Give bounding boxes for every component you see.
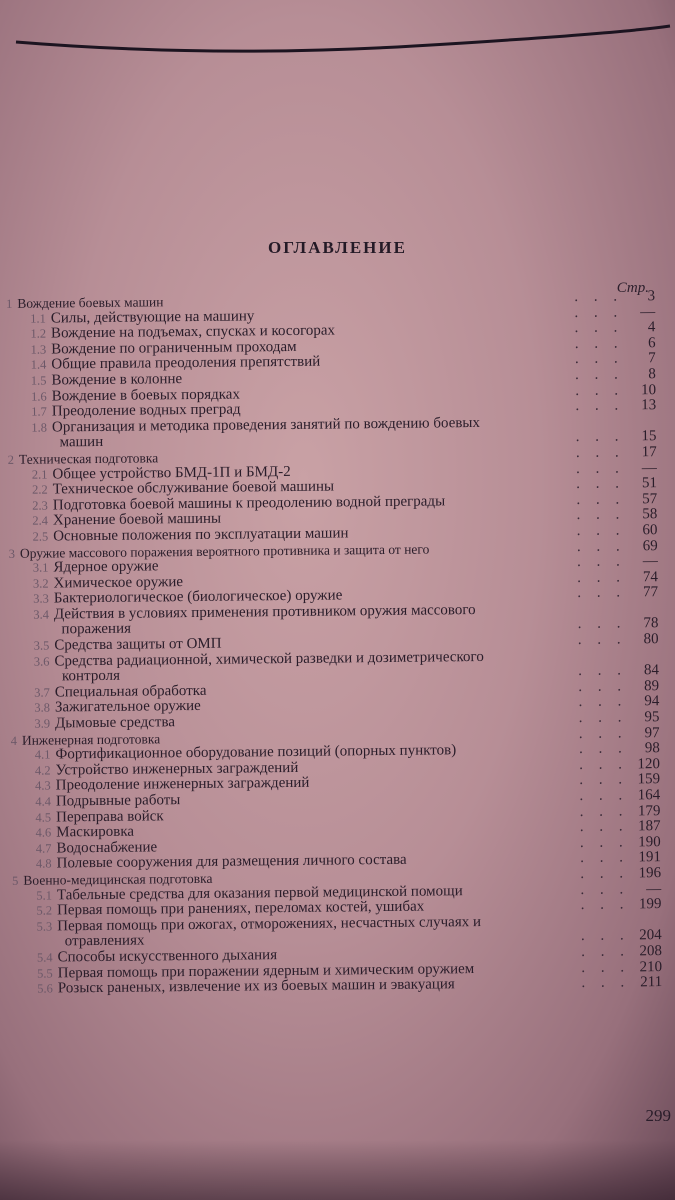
toc-leader-dots: . . . [576, 506, 626, 524]
toc-entry-number: 3.3 [33, 591, 49, 606]
toc-entry-title: Ядерное оружие [53, 558, 159, 576]
toc-leader-dots: . . . [574, 319, 624, 337]
toc-page-number: 6 [647, 334, 656, 351]
toc-entry-title: Средства защиты от ОМП [54, 635, 222, 654]
toc-leader-dots: . . . [575, 444, 625, 461]
toc-entry-number: 4.4 [35, 794, 51, 809]
toc-leader-dots: . . . [579, 771, 629, 789]
toc-entry-title: Переправа войск [56, 807, 164, 826]
toc-entry-title: Преодоление инженерных заграждений [55, 775, 310, 794]
toc-entry-title: машин [59, 434, 104, 451]
toc-entry-title: Общее устройство БМД-1П и БМД-2 [52, 463, 291, 482]
toc-entry-title: Вождение в боевых порядках [51, 386, 240, 405]
toc-entry-number: 2.3 [32, 498, 48, 513]
toc-leader-dots: . . . [575, 382, 625, 399]
toc-entry-number: 2.4 [32, 513, 49, 528]
toc-entry-title: Инженерная подготовка [21, 730, 161, 748]
toc-entry-title: Способы искусственного дыхания [57, 947, 278, 966]
toc-entry-title: Подготовка боевой машины к преодолению водной преграды [52, 493, 446, 514]
decorative-top-rule [14, 20, 674, 60]
toc-entry-number: 5.3 [36, 919, 53, 934]
toc-entry-title: Первая помощь при поражении ядерным и химическим оружием [57, 960, 475, 981]
toc-page-number: 7 [648, 350, 656, 367]
toc-entry-number: 1.7 [31, 404, 47, 419]
toc-entry-title: Специальная обработка [54, 682, 207, 701]
toc-page-number: 179 [637, 802, 661, 819]
toc-entry-title: Организация и методика проведения занятий по вождению боевых [51, 414, 481, 436]
toc-leader-dots: . . . [577, 569, 627, 586]
toc-entry-title: Полевые сооружения для размещения личного состава [56, 852, 407, 872]
toc-entry-number: 4.1 [34, 747, 51, 762]
toc-entry-title: отравлениях [64, 932, 145, 950]
toc-page-number: 84 [643, 662, 660, 679]
toc-leader-dots: . . . [574, 350, 624, 368]
toc-entry-title: поражения [61, 621, 132, 638]
toc-entry-title: Дымовые средства [55, 714, 176, 732]
toc-leader-dots: . . . [580, 865, 630, 882]
toc-leader-dots: . . . [579, 787, 629, 804]
toc-leader-dots: . . . [578, 725, 628, 742]
toc-entry-title: Техническая подготовка [18, 450, 159, 467]
toc-page-number: 196 [638, 865, 662, 882]
toc-entry-text [59, 435, 103, 451]
toc-entry-number: 1 [6, 296, 13, 311]
toc-page-number: 89 [644, 677, 660, 695]
toc-leader-dots: . . . [578, 693, 628, 711]
toc-entry-number: 4.6 [35, 825, 52, 840]
toc-page-number: 58 [642, 506, 658, 523]
toc-entry-number: 1.6 [30, 389, 47, 404]
toc-leader-dots: . . . [580, 896, 630, 914]
page-bottom-shadow [0, 1140, 675, 1200]
toc-leader-dots: . . . [574, 288, 624, 305]
toc-page-number: — [640, 303, 656, 320]
toc-entry-title: Оружие массового поражения вероятного противника и защита от него [19, 541, 430, 561]
toc-entry-title: Основные положения по эксплуатации машин [53, 525, 349, 545]
toc-entry-number: 5.6 [37, 981, 53, 996]
toc-entry-title: Подрывные работы [55, 792, 181, 810]
toc-page-number: 187 [638, 818, 661, 835]
toc-page-number: 74 [642, 568, 659, 585]
toc-page-number: 51 [641, 475, 658, 492]
toc-leader-dots: . . . [579, 834, 629, 851]
final-page-number: 299 [645, 1106, 671, 1125]
toc-entry-title: Вождение по ограниченным проходам [51, 338, 297, 358]
toc-entry-title: Общие правила преодоления препятствий [51, 354, 321, 373]
toc-entry-title: Вождение на подъемах, спусках и косогорах [50, 322, 336, 342]
toc-entry-title: Средства радиационной, химической разведки и дозиметрического [54, 648, 484, 670]
toc-page-number: 159 [637, 771, 661, 788]
toc-entry-number: 3.4 [33, 607, 50, 622]
toc-page-number: 77 [643, 584, 659, 601]
toc-entry-number: 3.1 [32, 560, 49, 575]
toc-entry-title: Первая помощь при ожогах, отморожениях, несчастных случаях и [57, 913, 482, 935]
toc-leader-dots: . . . [576, 522, 626, 539]
toc-page-number: 3 [647, 288, 656, 305]
toc-page-number: 94 [644, 693, 660, 710]
toc-entry-number: 1.2 [30, 326, 47, 341]
toc-entry-title: Устройство инженерных заграждений [55, 759, 299, 779]
toc-leader-dots: . . . [578, 709, 628, 726]
toc-entry-number: 1.8 [31, 420, 48, 435]
toc-page-number: 78 [643, 615, 659, 632]
toc-entry-number: 3.5 [33, 638, 50, 653]
toc-leader-dots: . . . [576, 459, 625, 477]
toc-page-number: — [641, 459, 657, 476]
toc-page-number: 15 [641, 428, 657, 445]
toc-leader-dots: . . . [578, 662, 628, 680]
toc-leader-dots: . . . [577, 615, 627, 633]
toc-leader-dots: . . . [579, 803, 629, 820]
toc-entry-number: 1.3 [30, 342, 47, 357]
toc-leader-dots: . . . [579, 756, 629, 773]
toc-entry-title: Военно-медицинская подготовка [23, 870, 213, 888]
toc-entry-number: 4 [10, 733, 17, 748]
toc-entry-title: Розыск раненых, извлечение их из боевых машин и эвакуация [57, 976, 455, 997]
toc-entry-number: 3.7 [34, 685, 50, 700]
toc-entry-number: 5.1 [36, 888, 52, 903]
toc-leader-dots: . . . [576, 537, 626, 555]
toc-page-number: 164 [637, 787, 661, 804]
toc-entry-title: Маскировка [56, 823, 135, 841]
toc-entry-number: 3.2 [32, 576, 49, 591]
toc-entry-title: Действия в условиях применения противником оружия массового [53, 601, 476, 623]
toc-page-number: 210 [639, 958, 663, 975]
toc-page-number: 57 [642, 490, 658, 508]
toc-leader-dots: . . . [579, 818, 629, 836]
toc-page-number: 199 [638, 896, 662, 913]
toc-page-number: 120 [637, 755, 661, 773]
toc-page-number: 8 [648, 366, 656, 383]
toc-entry-title: Фортификационное оборудование позиций (опорных пунктов) [55, 742, 457, 763]
toc-entry-number: 2.2 [31, 482, 48, 497]
toc-leader-dots: . . . [576, 491, 626, 508]
toc-leader-dots: . . . [580, 881, 630, 898]
toc-leader-dots: . . . [580, 849, 630, 867]
toc-page-number: — [642, 553, 658, 570]
toc-leader-dots: . . . [574, 304, 624, 321]
toc-entry-text [37, 977, 455, 997]
toc-leader-dots: . . . [576, 553, 626, 571]
toc-leader-dots: . . . [578, 678, 628, 695]
toc-entry-number: 2.5 [32, 529, 49, 544]
toc-leader-dots: . . . [575, 397, 625, 415]
toc-page-number: 80 [643, 631, 659, 648]
toc-page-number: 190 [638, 833, 661, 851]
toc-entry-title: Силы, действующие на машину [50, 307, 255, 327]
toc-entry-title: Первая помощь при ранениях, переломах костей, ушибах [56, 898, 425, 919]
toc-entry-title: Химическое оружие [53, 573, 184, 592]
toc-entry-title: Водоснабжение [56, 839, 158, 857]
toc-leader-dots: . . . [577, 631, 627, 649]
toc-entry-number: 1.1 [30, 311, 46, 326]
toc-entry-number: 1.4 [30, 357, 47, 373]
toc-entry-title: Зажигательное оружие [54, 698, 201, 716]
toc-entry-number: 3.6 [33, 654, 50, 669]
toc-entry-number: 4.5 [35, 810, 52, 825]
toc-page-number: 60 [642, 522, 658, 539]
toc-entry-number: 4.7 [35, 841, 52, 856]
toc-page-number: 208 [639, 943, 662, 960]
toc-entry-number: 4.8 [35, 856, 52, 872]
toc-page-number: 10 [640, 381, 657, 398]
toc-page-number: 211 [640, 974, 663, 991]
toc-entry-number: 3.8 [34, 700, 51, 716]
toc-page-number: 17 [641, 444, 657, 461]
toc-leader-dots: . . . [575, 428, 625, 446]
toc-entry-number: 5.5 [37, 966, 53, 981]
toc-entry-number: 5.4 [36, 950, 53, 965]
toc-entry-number: 5 [12, 873, 19, 888]
toc-page-number: 95 [644, 709, 660, 726]
toc-entry-text [34, 715, 175, 732]
toc-entry-number: 3 [8, 546, 16, 561]
toc-leader-dots: . . . [576, 475, 626, 493]
toc-page-number: 13 [641, 397, 657, 414]
toc-entry-title: Хранение боевой машины [52, 511, 222, 529]
toc-leader-dots: . . . [581, 974, 631, 992]
toc-entry-title: Техническое обслуживание боевой машины [52, 478, 335, 498]
toc-entry-title: Бактериологическое (биологическое) оружие [53, 587, 343, 607]
toc-leader-dots: . . . [581, 958, 631, 976]
toc-entry-title: Вождение боевых машин [17, 294, 164, 311]
toc-entry-title: Вождение в колонне [51, 371, 183, 389]
toc-page-number: 69 [642, 537, 658, 554]
toc-leader-dots: . . . [575, 366, 624, 383]
toc-entry-title: контроля [61, 668, 121, 685]
toc-leader-dots: . . . [577, 584, 627, 602]
toc-entry-number: 4.2 [34, 763, 51, 778]
toc-page-number: 98 [644, 740, 660, 757]
toc-leader-dots: . . . [574, 335, 624, 352]
toc-page-number: 191 [638, 849, 661, 866]
toc-page-number: 4 [647, 319, 656, 336]
toc-entry-title: Табельные средства для оказания первой медицинской помощи [56, 882, 463, 903]
table-of-contents [0, 289, 675, 998]
toc-page-number: 204 [639, 927, 662, 944]
toc-entry-number: 1.5 [30, 373, 47, 388]
toc-entry-number: 2 [7, 452, 15, 467]
toc-entry-number: 3.9 [34, 716, 51, 731]
toc-leader-dots: . . . [578, 740, 628, 758]
toc-page-number: — [646, 880, 662, 897]
toc-entry-title: Преодоление водных преград [51, 401, 241, 420]
toc-entry-number: 5.2 [36, 903, 53, 918]
toc-entry-number: 2.1 [31, 467, 48, 482]
page-column-label: Стр. [616, 280, 649, 296]
page-title: ОГЛАВЛЕНИЕ [268, 238, 407, 257]
toc-page-number: 97 [644, 724, 660, 741]
toc-entry-number: 4.3 [35, 778, 51, 794]
toc-leader-dots: . . . [580, 927, 630, 945]
toc-leader-dots: . . . [581, 943, 630, 960]
